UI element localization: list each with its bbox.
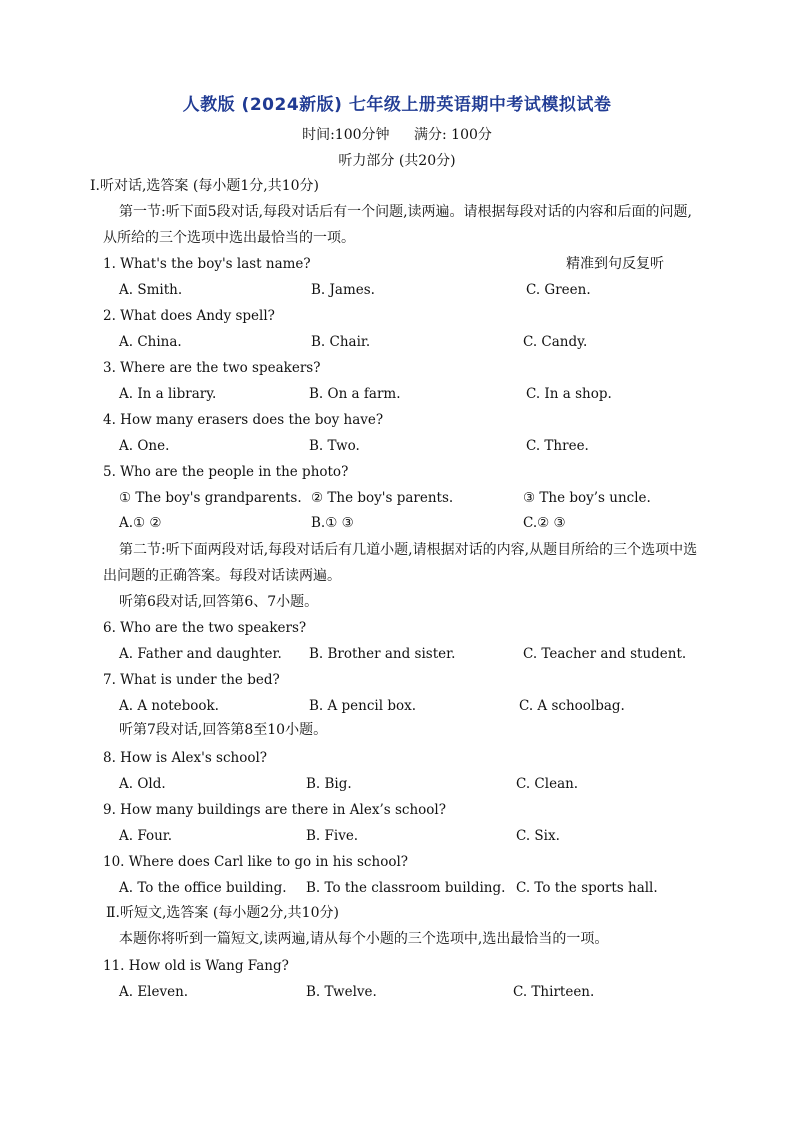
exam-meta: [0, 124, 794, 144]
exam-time: 时间:100分钟: [302, 127, 390, 143]
section1-instruction: 第一节:听下面5段对话,每段对话后有一个问题,读两遍。请根据每段对话的内容和后面的问题,从所给的三个选项中选出最恰当的一项。: [103, 204, 692, 246]
q9-option-c: C. Six.: [516, 828, 560, 844]
q11-option-b: B. Twelve.: [306, 984, 377, 1000]
question-8: 8. How is Alex's school?: [103, 750, 268, 766]
q4-option-a: A. One.: [119, 438, 170, 454]
question-7: 7. What is under the bed?: [103, 672, 280, 688]
q3-option-c: C. In a shop.: [526, 386, 612, 402]
q8-option-c: C. Clean.: [516, 776, 579, 792]
q11-option-a: A. Eleven.: [119, 984, 189, 1000]
dialog7-instruction: 听第7段对话,回答第8至10小题。: [119, 722, 328, 738]
q6-option-a: A. Father and daughter.: [119, 646, 282, 662]
q2-option-b: B. Chair.: [311, 334, 371, 350]
part2-heading: Ⅱ.听短文,选答案 (每小题2分,共10分): [106, 905, 339, 921]
q1-option-a: A. Smith.: [119, 282, 183, 298]
q8-option-b: B. Big.: [306, 776, 352, 792]
q2-option-a: A. China.: [119, 334, 182, 350]
q4-option-b: B. Two.: [309, 438, 360, 454]
q9-option-a: A. Four.: [119, 828, 173, 844]
q3-option-b: B. On a farm.: [309, 386, 401, 402]
q7-option-c: C. A schoolbag.: [519, 698, 625, 714]
q5-choice-3: ③ The boy’s uncle.: [523, 490, 651, 506]
q11-option-c: C. Thirteen.: [513, 984, 595, 1000]
exam-title: 人教版 (2024新版) 七年级上册英语期中考试模拟试卷: [182, 95, 612, 115]
q6-option-b: B. Brother and sister.: [309, 646, 456, 662]
question-5: 5. Who are the people in the photo?: [103, 464, 349, 480]
q7-option-b: B. A pencil box.: [309, 698, 417, 714]
question-9: 9. How many buildings are there in Alex’s school?: [103, 802, 446, 818]
q5-choice-1: ① The boy's grandparents.: [119, 490, 302, 506]
q3-option-a: A. In a library.: [119, 386, 217, 402]
q4-option-c: C. Three.: [526, 438, 589, 454]
question-3: 3. Where are the two speakers?: [103, 360, 321, 376]
listening-section-title: 听力部分 (共20分): [338, 153, 456, 169]
q5-option-c: C.② ③: [523, 515, 566, 531]
q5-option-b: B.① ③: [311, 515, 354, 531]
q6-option-c: C. Teacher and student.: [523, 646, 687, 662]
q10-option-c: C. To the sports hall.: [516, 880, 658, 896]
q1-option-c: C. Green.: [526, 282, 591, 298]
q2-option-c: C. Candy.: [523, 334, 588, 350]
question-4: 4. How many erasers does the boy have?: [103, 412, 384, 428]
section2-instruction: 第二节:听下面两段对话,每段对话后有几道小题,请根据对话的内容,从题目所给的三个选项中选出问题的正确答案。每段对话读两遍。: [103, 542, 698, 584]
q5-choice-2: ② The boy's parents.: [311, 490, 454, 506]
q5-option-a: A.① ②: [119, 515, 162, 531]
question-1: 1. What's the boy's last name?: [103, 256, 311, 272]
q9-option-b: B. Five.: [306, 828, 359, 844]
dialog6-instruction: 听第6段对话,回答第6、7小题。: [119, 594, 319, 610]
replay-note: 精准到句反复听: [566, 256, 664, 272]
question-6: 6. Who are the two speakers?: [103, 620, 307, 636]
part1-heading: Ⅰ.听对话,选答案 (每小题1分,共10分): [90, 178, 319, 194]
q8-option-a: A. Old.: [119, 776, 166, 792]
exam-score: 满分: 100分: [414, 127, 492, 143]
question-2: 2. What does Andy spell?: [103, 308, 275, 324]
question-11: 11. How old is Wang Fang?: [103, 958, 289, 974]
q1-option-b: B. James.: [311, 282, 375, 298]
question-10: 10. Where does Carl like to go in his school?: [103, 854, 409, 870]
part2-instruction: 本题你将听到一篇短文,读两遍,请从每个小题的三个选项中,选出最恰当的一项。: [119, 931, 609, 947]
q10-option-b: B. To the classroom building.: [306, 880, 506, 896]
q10-option-a: A. To the office building.: [119, 880, 287, 896]
q7-option-a: A. A notebook.: [119, 698, 219, 714]
